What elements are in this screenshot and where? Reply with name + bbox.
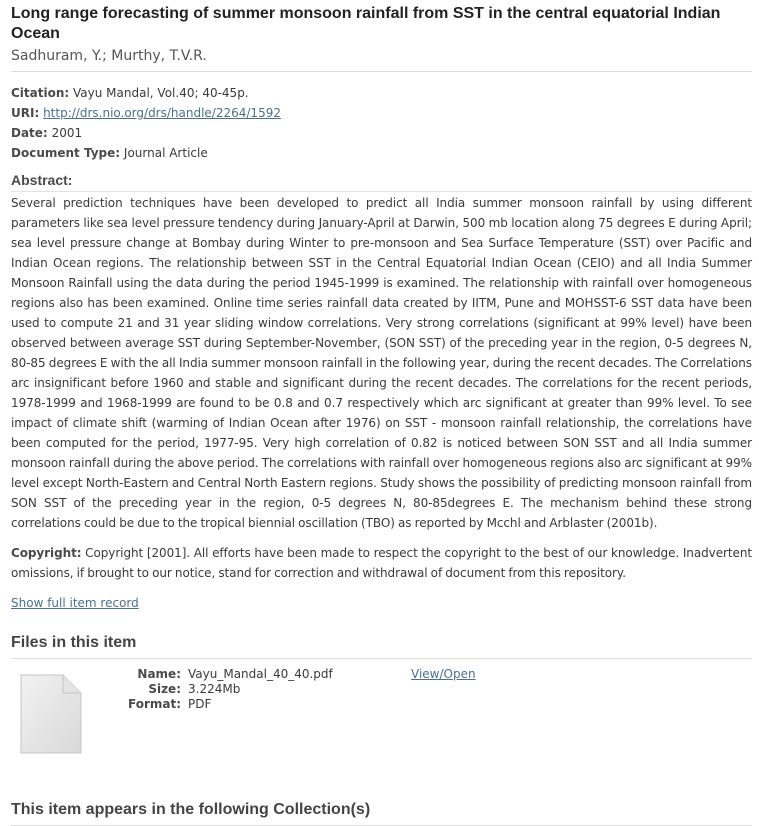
citation-label: Citation: [11,86,70,100]
metadata-list [11,83,752,163]
item-title: Long range forecasting of summer monsoon rainfall from SST in the central equatorial Indian Ocean [11,5,721,42]
files-divider [11,658,752,659]
file-name-label: Name: [137,667,181,681]
copyright-text: Copyright [2001]. All efforts have been made to respect the copyright to the best of our knowledge. Inadvertent omissions, if brought to our notice, stand for correction and withdrawal of document from this repository. [11,546,752,580]
citation-value: Vayu Mandal, Vol.40; 40-45p. [73,86,249,100]
show-full-record-link[interactable]: Show full item record [11,596,139,610]
files-heading: Files in this item [11,634,137,651]
file-size-row [111,682,333,697]
uri-label: URI: [11,106,40,120]
copyright-label: Copyright: [11,546,82,560]
file-format-row [111,697,333,712]
doctype-label: Document Type: [11,146,121,160]
copyright-block [11,543,752,583]
view-open-link[interactable]: View/Open [411,667,476,681]
show-full-record [11,593,752,613]
doctype-row [11,143,752,163]
view-open [411,667,476,682]
file-icon[interactable] [19,673,83,755]
file-format-label: Format: [127,697,181,711]
file-size-value: 3.224Mb [188,682,241,696]
item-authors: Sadhuram, Y.; Murthy, T.V.R. [11,48,207,64]
file-fields [111,667,333,712]
file-size-label: Size: [148,682,181,696]
file-name-value: Vayu_Mandal_40_40.pdf [188,667,333,681]
abstract-heading: Abstract: [11,172,73,188]
doctype-value: Journal Article [123,146,208,160]
abstract-text: Several prediction techniques have been developed to predict all India summer monsoon rainfall by using different parameters like sea level pressure tendency during January-April at Darwin, 500 mb location along 75 degrees E during April; sea level pressure change at Bombay during Winter to pre-monsoon and Sea Surface Temperature (SST) over Pacific and Indian Ocean regions. The relationship between SST in the Central Equatorial Indian Ocean (CEIO) and all India Summer Monsoon Rainfall using the data during the period 1945-1999 is examined. The relationship with rainfall over homogeneous regions also has been examined. Online time series rainfall data created by IITM, Pune and MOHSST-6 SST data have been used to compute 21 and 31 year sliding window correlations. Very strong correlations (significant at 99% level) have been observed between average SST during September-November, (SON SST) of the preceding year in the region, 0-5 degrees N, 80-85 degrees E with the all India summer monsoon rainfall in the following year, during the recent decades. The Correlations arc insignificant before 1960 and stable and significant during the recent decades. The correlations for the recent periods, 1978-1999 and 1968-1999 are found to be 0.8 and 0.7 respectively which arc significant at greater than 99% level. To see impact of climate shift (warming of Indian Ocean after 1976) on SST - monsoon rainfall relationship, the correlations have been computed for the period, 1977-95. Very high correlation of 0.82 is noticed between SON SST and all India summer monsoon rainfall during the above period. The correlations with rainfall over homogeneous regions also arc significant at 99% level except North-Eastern and Central North Eastern regions. Study shows the possibility of predicting monsoon rainfall from SON SST of the preceding year in the region, 0-5 degrees N, 80-85degrees E. The mechanism behind these strong correlations could be due to the tropical biennial oscillation (TBO) as reported by Mcchl and Arblaster (2001b). [11,196,752,530]
file-entry [11,667,752,777]
uri-link[interactable]: http://drs.nio.org/drs/handle/2264/1592 [43,106,281,120]
uri-row [11,103,752,123]
abstract-divider [11,191,752,192]
item-page [11,4,752,826]
date-row [11,123,752,143]
citation-row [11,83,752,103]
date-value: 2001 [51,126,83,140]
title-divider [11,71,752,72]
date-label: Date: [11,126,48,140]
file-name-row [111,667,333,682]
file-format-value: PDF [188,697,212,711]
collections-heading: This item appears in the following Collection(s) [11,801,371,818]
